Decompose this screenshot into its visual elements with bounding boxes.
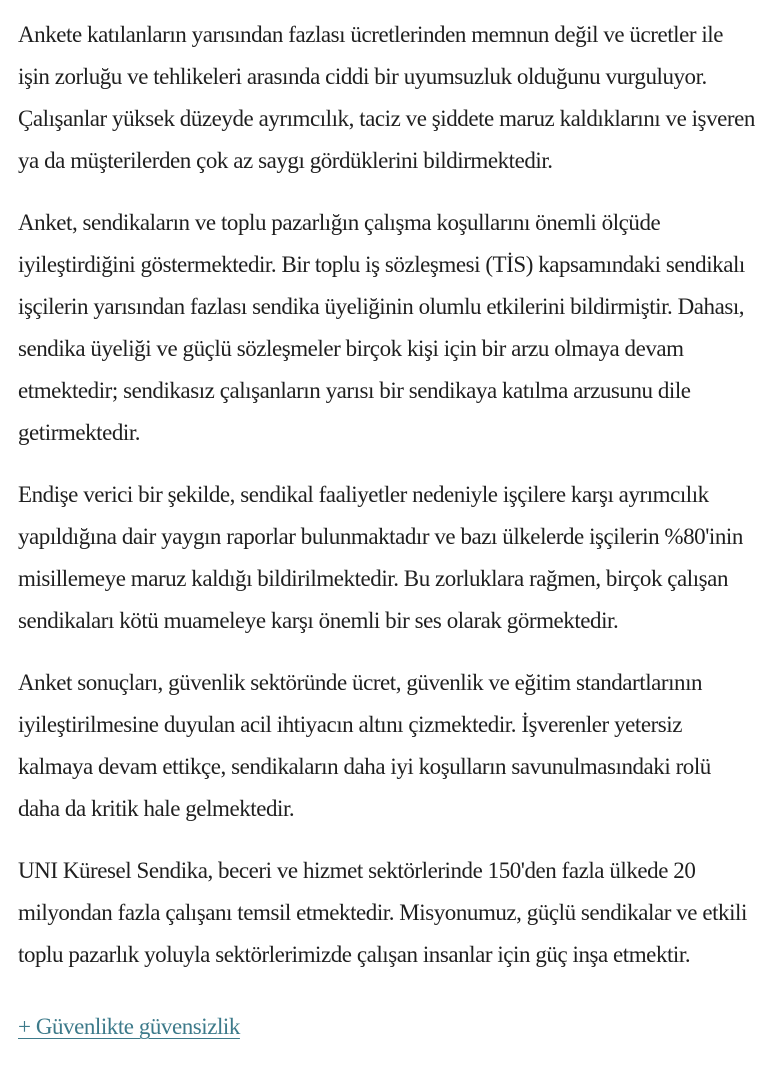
- paragraph-union-benefits: Anket, sendikaların ve toplu pazarlığın çalışma koşullarını önemli ölçüde iyileştirdiğini göstermektedir. Bir toplu iş sözleşmesi (TİS) kapsamındaki sendikalı işçilerin yarısından fazlası sendika üyeliğinin olumlu etkilerini bildirmiştir. Dahası, sendika üyeliği ve güçlü sözleşmeler birçok kişi için bir arzu olmaya devam etmektedir; sendikasız çalışanların yarısı bir sendikaya katılma arzusunu dile getirmektedir.: [18, 210, 745, 445]
- article-body: [18, 14, 756, 1048]
- paragraph-discrimination: Endişe verici bir şekilde, sendikal faaliyetler nedeniyle işçilere karşı ayrımcılık yapıldığına dair yaygın raporlar bulunmaktadır ve bazı ülkelerde işçilerin %80'inin misillemeye maruz kaldığı bildirilmektedir. Bu zorluklara rağmen, birçok çalışan sendikaları kötü muameleye karşı önemli bir ses olarak görmektedir.: [18, 482, 743, 633]
- related-article-link[interactable]: + Güvenlikte güvensizlik: [18, 1014, 240, 1039]
- paragraph-uni-global: UNI Küresel Sendika, beceri ve hizmet sektörlerinde 150'den fazla ülkede 20 milyondan fazla çalışanı temsil etmektedir. Misyonumuz, güçlü sendikalar ve etkili toplu pazarlık yoluyla sektörlerimizde çalışan insanlar için güç inşa etmektir.: [18, 858, 747, 967]
- paragraph-survey-results: Anket sonuçları, güvenlik sektöründe ücret, güvenlik ve eğitim standartlarının iyileştirilmesine duyulan acil ihtiyacın altını çizmektedir. İşverenler yetersiz kalmaya devam ettikçe, sendikaların daha iyi koşulların savunulmasındaki rolü daha da kritik hale gelmektedir.: [18, 670, 711, 821]
- paragraph-pay-satisfaction: Ankete katılanların yarısından fazlası ücretlerinden memnun değil ve ücretler ile işin zorluğu ve tehlikeleri arasında ciddi bir uyumsuzluk olduğunu vurguluyor. Çalışanlar yüksek düzeyde ayrımcılık, taciz ve şiddete maruz kaldıklarını ve işveren ya da müşterilerden çok az saygı gördüklerini bildirmektedir.: [18, 22, 755, 173]
